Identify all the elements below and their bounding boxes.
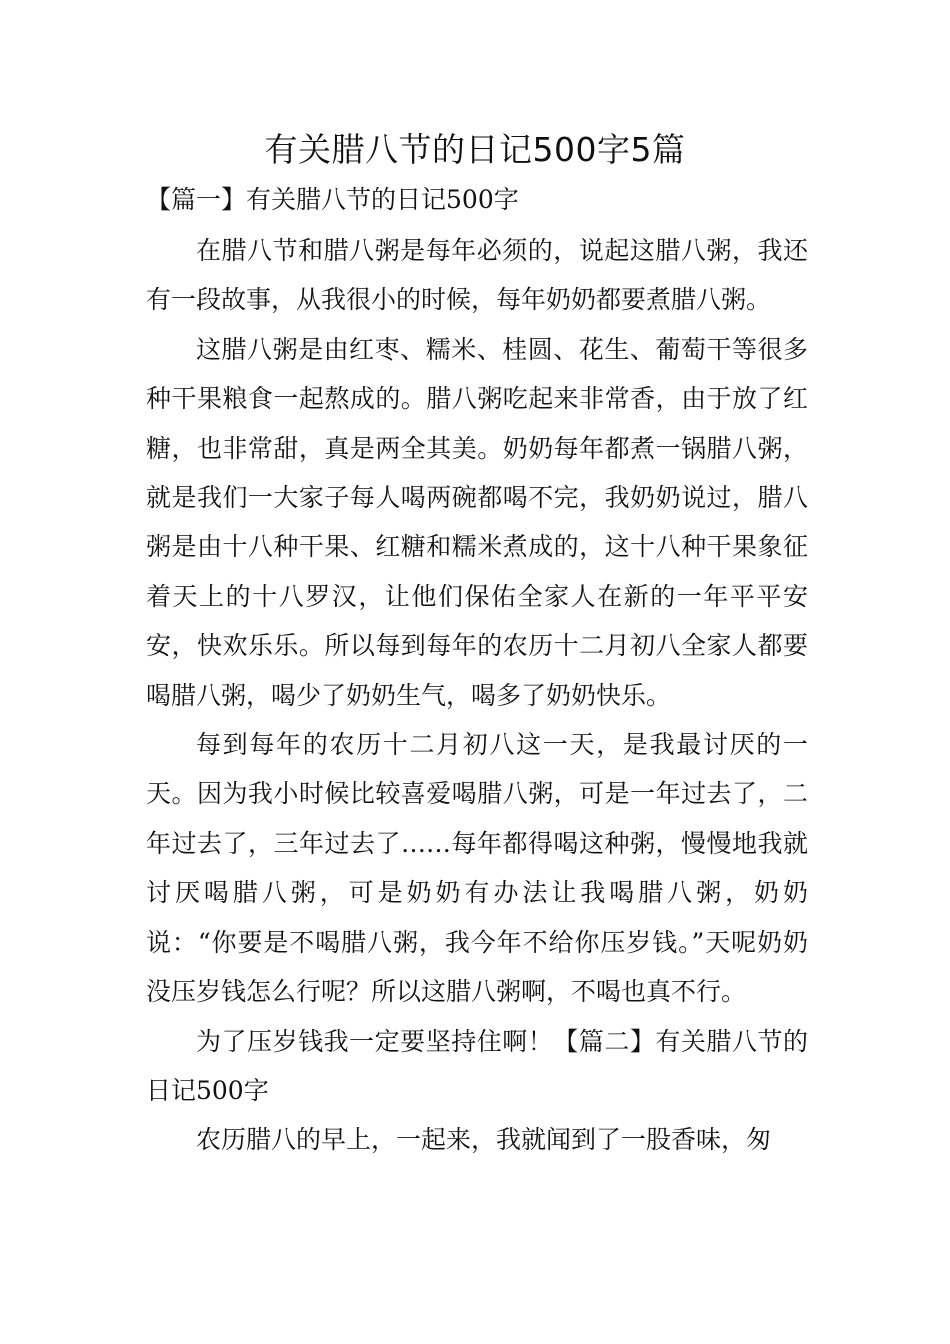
paragraph: 在腊八节和腊八粥是每年必须的，说起这腊八粥，我还有一段故事，从我很小的时候，每年奶奶都要煮腊八粥。 xyxy=(146,236,808,315)
paragraph: 农历腊八的早上，一起来，我就闻到了一股香味，匆 xyxy=(196,1125,772,1155)
section-heading: 【篇一】有关腊八节的日记500字 xyxy=(146,185,519,214)
document-title: 有关腊八节的日记500字5篇 xyxy=(264,130,686,169)
paragraph: 为了压岁钱我一定要坚持住啊！【篇二】有关腊八节的日记500字 xyxy=(146,1026,808,1105)
paragraph: 这腊八粥是由红枣、糯米、桂圆、花生、葡萄干等很多种干果粮食一起熬成的。腊八粥吃起来非常香，由于放了红糖，也非常甜，真是两全其美。奶奶每年都煮一锅腊八粥，就是我们一大家子每人喝两碗都喝不完，我奶奶说过，腊八粥是由十八种干果、红糖和糯米煮成的，这十八种干果象征着天上的十八罗汉，让他们保佑全家人在新的一年平平安安，快欢乐乐。所以每到每年的农历十二月初八全家人都要喝腊八粥，喝少了奶奶生气，喝多了奶奶快乐。 xyxy=(146,334,808,710)
paragraph: 每到每年的农历十二月初八这一天，是我最讨厌的一天。因为我小时候比较喜爱喝腊八粥，可是一年过去了，二年过去了，三年过去了……每年都得喝这种粥，慢慢地我就讨厌喝腊八粥，可是奶奶有办法让我喝腊八粥，奶奶说：“你要是不喝腊八粥，我今年不给你压岁钱。”天呢奶奶没压岁钱怎么行呢？所以这腊八粥啊，不喝也真不行。 xyxy=(146,730,808,1007)
document-body xyxy=(146,226,808,1165)
